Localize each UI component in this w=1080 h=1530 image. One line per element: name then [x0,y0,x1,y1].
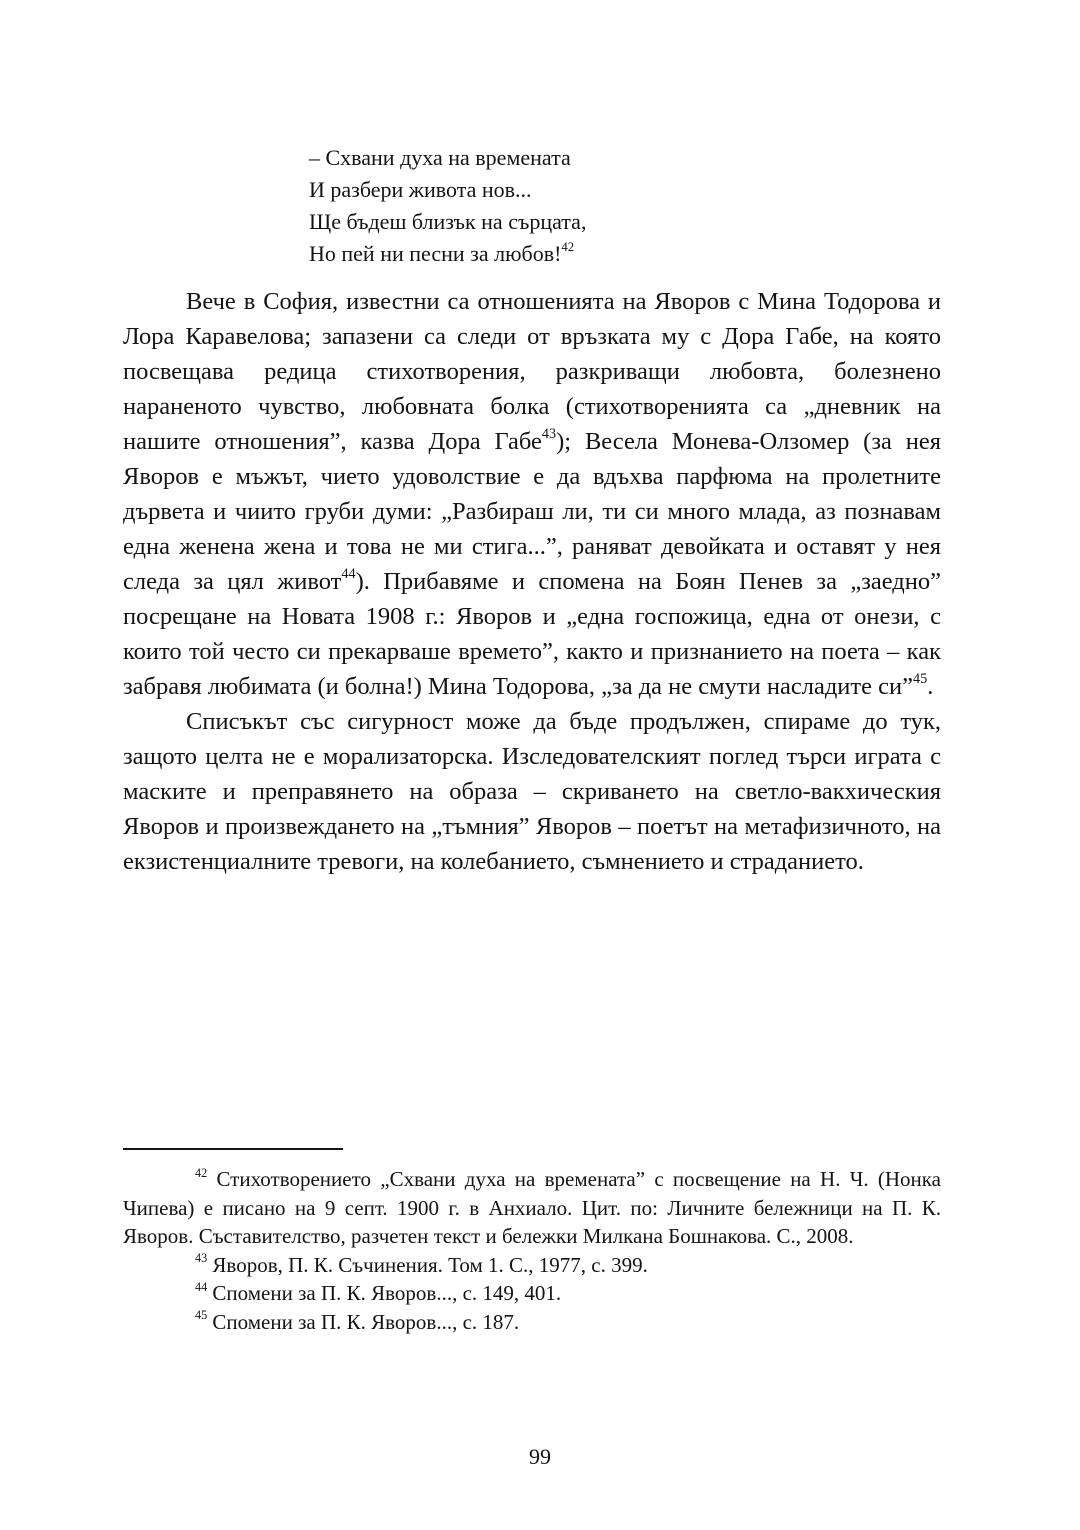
footnote-text: Яворов, П. К. Съчинения. Том 1. С., 1977, с. 399. [207,1252,648,1277]
footnote-number: 42 [195,1165,208,1180]
footnote-43 [123,1251,941,1280]
footnote-number: 45 [195,1308,208,1323]
footnote-separator [123,1148,343,1150]
footnotes [123,1165,941,1336]
poem-line-1: – Схвани духа на времената [309,145,571,170]
footnote-text: Спомени за П. К. Яворов..., с. 187. [207,1309,520,1334]
paragraph-1-part-2: ); Весела Монева-Олзомер (за нея Яворов е мъжът, чието удоволствие е да вдъхва парфюма на пролетните дървета и чиито груби думи: „Разбираш ли, ти си много млада, аз познавам една женена жена и това не ми стига...”, раняват девойката и оставят у нея следа за цял живот [123,428,941,595]
poem-line-2: И разбери живота нов... [309,177,532,202]
footnote-ref-45: 45 [912,671,928,688]
poem-line-4 [309,238,586,270]
paragraph-1 [123,284,941,704]
paragraph-1-part-3: ). Прибавяме и спомена на Боян Пенев за „заедно” посрещане на Новата 1908 г.: Яворов и „една госпожица, една от онези, с които той често си прекарваше времето”, както и признанието на поета – как забравя любимата (и болна!) Мина Тодорова, „за да не смути насладите си” [123,568,941,700]
body-text [123,284,941,879]
footnote-ref-43: 43 [541,426,557,443]
footnote-text: Спомени за П. К. Яворов..., с. 149, 401. [207,1281,562,1305]
paragraph-1-part-4: . [927,673,934,700]
paragraph-1-part-1: Вече в София, известни са отношенията на Яворов с Мина Тодорова и Лора Каравелова; запазени са следи от връзката му с Дора Габе, на която посвещава редица стихотворения, разкриващи любовта, болезнено нараненото чувство, любовната болка (стихотворенията са „дневник на нашите отношения”, казва Дора Габе [123,288,941,455]
footnote-ref-42: 42 [561,240,575,255]
footnote-45 [123,1308,941,1337]
footnote-text: Стихотворението „Схвани духа на времената” с посвещение на Н. Ч. (Нонка Чипева) е писано на 9 септ. 1900 г. в Анхиало. Цит. по: Личните бележници на П. К. Яворов. Съставителство, разчетен текст и бележки Милкана Бошнакова. С., 2008. [123,1167,941,1248]
page-number: 99 [529,1444,551,1469]
poem-line-3: Ще бъдеш близък на сърцата, [309,209,587,234]
footnote-42 [123,1165,941,1251]
footnote-ref-44: 44 [341,566,356,583]
paragraph-2: Списъкът със сигурност може да бъде продължен, спираме до тук, защото целта не е морализаторска. Изследователският поглед търси играта с маските и преправянето на образа – скриването на светло-вакхическия Яворов и произвеждането на „тъмния” Яворов – поетът на метафизичното, на екзистенциалните тревоги, на колебанието, съмнението и страданието. [123,708,941,875]
footnote-number: 43 [195,1251,208,1266]
poem-quote [309,142,586,270]
footnote-number: 44 [195,1279,208,1294]
poem-line-4-text: Но пей ни песни за любов! [309,241,562,266]
footnote-44 [123,1279,941,1308]
